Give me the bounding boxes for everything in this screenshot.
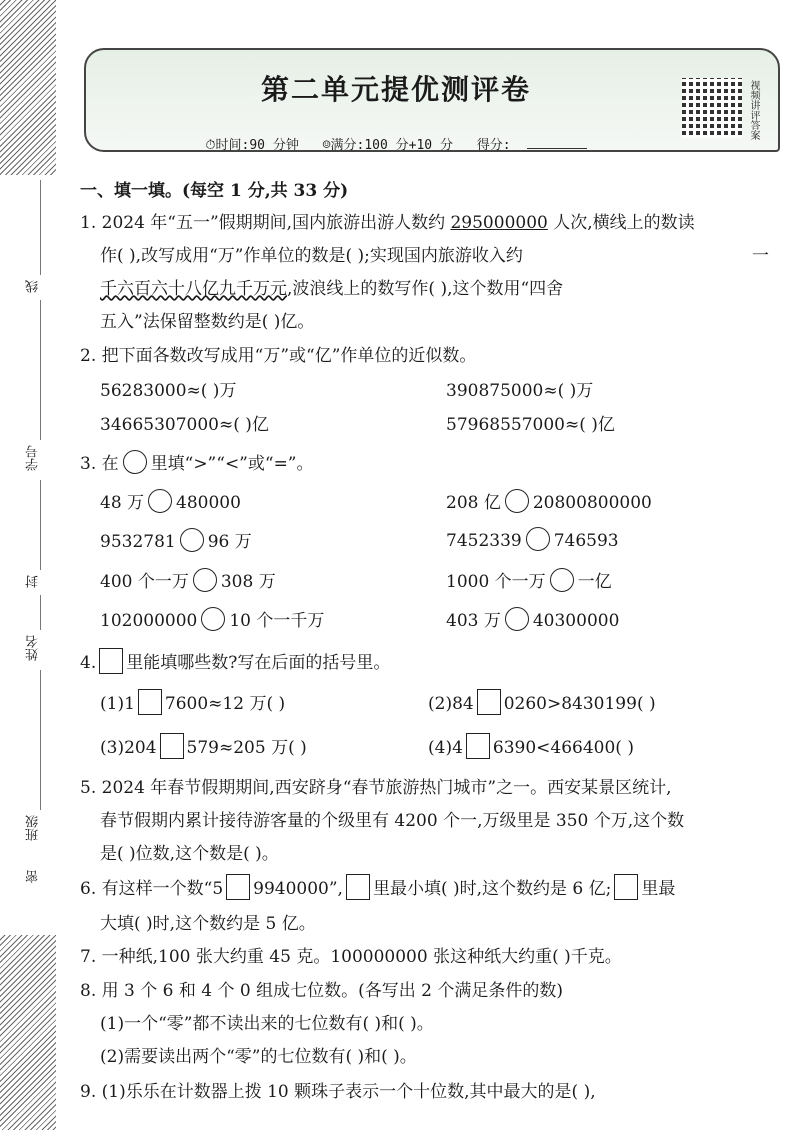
q3-value: 48 万 [100, 493, 145, 513]
q6-text: 9940000”, [253, 879, 343, 899]
page-title: 第二单元提优测评卷 [260, 73, 531, 106]
q4-item2 [428, 689, 656, 715]
q3-row2-right [446, 527, 619, 551]
q6-line2: 大填( )时,这个数约是 5 亿。 [100, 914, 316, 934]
q3-value: 480000 [176, 493, 241, 513]
fill-box[interactable] [466, 733, 490, 759]
compare-circle[interactable] [505, 607, 529, 631]
q3-row1-left [100, 488, 241, 513]
margin-label-banji: 班级 [26, 815, 41, 841]
q4-text: 0260>8430199( ) [503, 694, 656, 714]
q1-text: 人次,横线上的数读 [547, 213, 695, 233]
q3-value: 7452339 [446, 531, 522, 551]
compare-circle[interactable] [180, 528, 204, 552]
q3-row3-right [446, 567, 612, 592]
q6-text: 里最小填( )时,这个数约是 6 亿; [372, 879, 612, 899]
exam-info [86, 134, 706, 153]
q3-value: 400 个一万 [100, 572, 189, 592]
margin-rule [40, 180, 41, 275]
q3-value: 20800800000 [532, 493, 652, 513]
q3-row3-left [100, 567, 276, 592]
compare-circle[interactable] [193, 568, 217, 592]
q3-value: 9532781 [100, 532, 176, 552]
q3-value: 308 万 [220, 572, 276, 592]
q1-underlined-number: 295000000 [450, 213, 548, 233]
q4-item3 [100, 733, 307, 759]
margin-rule [40, 480, 41, 570]
compare-circle[interactable] [550, 568, 574, 592]
fill-box[interactable] [226, 874, 250, 900]
q3-value: 746593 [553, 531, 619, 551]
q8-line3: (2)需要读出两个“零”的七位数有( )和( )。 [100, 1047, 417, 1067]
q8-line2: (1)一个“零”都不读出来的七位数有( )和( )。 [100, 1014, 434, 1034]
q3-row1-right [446, 488, 652, 513]
q4-text: (3)204 [100, 738, 157, 758]
square-icon [99, 648, 123, 674]
margin-label-line: 线 [26, 280, 41, 293]
q5-line2: 春节假期内累计接待游客量的个级里有 4200 个一,万级里是 350 个万,这个数 [100, 811, 685, 831]
q2-item-c: 34665307000≈( )亿 [100, 415, 269, 435]
score-label: 得分: [476, 138, 511, 153]
q2-item-a: 56283000≈( )万 [100, 381, 237, 401]
q2-item-b: 390875000≈( )万 [446, 381, 594, 401]
q2-heading: 2. 把下面各数改写成用“万”或“亿”作单位的近似数。 [80, 346, 477, 366]
q1-line4: 五入”法保留整数约是( )亿。 [100, 312, 315, 332]
fill-box[interactable] [138, 689, 162, 715]
compare-circle[interactable] [148, 489, 172, 513]
circle-icon [123, 450, 147, 474]
margin-hatch-bottom [0, 935, 56, 1130]
qr-caption: 视频讲评答案 [748, 80, 759, 140]
q3-value: 403 万 [446, 611, 501, 631]
q1-text: ,波浪线上的数写作( ),这个数用“四舍 [287, 279, 564, 299]
compare-circle[interactable] [526, 527, 550, 551]
q4-item1 [100, 689, 285, 715]
q3-text: 3. 在 [80, 454, 119, 474]
full-score-info: ☺满分:100 分+10 分 [322, 138, 453, 153]
compare-circle[interactable] [505, 489, 529, 513]
margin-rule [40, 670, 41, 810]
fill-box[interactable] [477, 689, 501, 715]
q3-value: 96 万 [207, 532, 252, 552]
q4-number: 4. [80, 653, 97, 673]
margin-label-feng: 封 [26, 575, 41, 588]
q3-value: 一亿 [577, 572, 612, 592]
qr-code-icon[interactable] [682, 78, 742, 138]
fill-box[interactable] [160, 733, 184, 759]
q3-value: 208 亿 [446, 493, 501, 513]
q7-line1: 7. 一种纸,100 张大约重 45 克。100000000 张这种纸大约重( )千克。 [80, 947, 622, 967]
q3-row4-right [446, 606, 619, 631]
q4-text: 7600≈12 万( ) [164, 694, 286, 714]
q3-value: 10 个一千万 [229, 611, 325, 631]
q1-wavy-text: 千六百六十八亿九千万元 [100, 279, 287, 299]
q5-line1: 5. 2024 年春节假期期间,西安跻身“春节旅游热门城市”之一。西安某景区统计, [80, 778, 672, 798]
q3-value: 40300000 [532, 611, 620, 631]
q1-text: 1. 2024 年“五一”假期期间,国内旅游出游人数约 [80, 213, 451, 233]
margin-label-xingming: 姓名 [26, 635, 41, 661]
q1-line1 [80, 208, 695, 233]
q3-row2-left [100, 527, 252, 552]
q4-text: 里能填哪些数?写在后面的括号里。 [126, 653, 391, 673]
margin-label-mi: 密 [26, 870, 41, 883]
q4-heading [80, 648, 390, 674]
q4-text: (1)1 [100, 694, 135, 714]
margin-rule [40, 595, 41, 630]
q3-text: 里填“>”“<”或“=”。 [150, 454, 314, 474]
q4-text: 579≈205 万( ) [186, 738, 307, 758]
score-blank[interactable] [527, 148, 587, 149]
q6-line1 [80, 874, 675, 900]
q4-item4 [428, 733, 634, 759]
compare-circle[interactable] [201, 607, 225, 631]
q6-text: 6. 有这样一个数“5 [80, 879, 224, 899]
section-heading: 一、填一填。(每空 1 分,共 33 分) [80, 181, 349, 201]
q6-text: 里最 [641, 879, 676, 899]
q3-value: 102000000 [100, 611, 198, 631]
q1-line3 [100, 274, 563, 299]
time-info: ⏱时间:90 分钟 [205, 138, 299, 153]
q5-line3: 是( )位数,这个数是( )。 [100, 844, 279, 864]
q1-line2: 作( ),改写成用“万”作单位的数是( );实现国内旅游收入约 [100, 246, 523, 266]
margin-label-xuehao: 学号 [26, 445, 41, 471]
q4-text: (4)4 [428, 738, 463, 758]
header-banner [84, 48, 780, 152]
q1-wavy-start: 一 [752, 246, 769, 266]
square-icon [346, 874, 370, 900]
margin-hatch-top [0, 0, 56, 175]
q8-line1: 8. 用 3 个 6 和 4 个 0 组成七位数。(各写出 2 个满足条件的数) [80, 981, 564, 1001]
q3-row4-left [100, 606, 324, 631]
q4-text: (2)84 [428, 694, 474, 714]
q4-text: 6390<466400( ) [492, 738, 634, 758]
q3-value: 1000 个一万 [446, 572, 546, 592]
q9-line1: 9. (1)乐乐在计数器上拨 10 颗珠子表示一个十位数,其中最大的是( ), [80, 1082, 596, 1102]
square-icon [614, 874, 638, 900]
q2-item-d: 57968557000≈( )亿 [446, 415, 615, 435]
q3-heading [80, 449, 314, 474]
margin-rule [40, 300, 41, 440]
